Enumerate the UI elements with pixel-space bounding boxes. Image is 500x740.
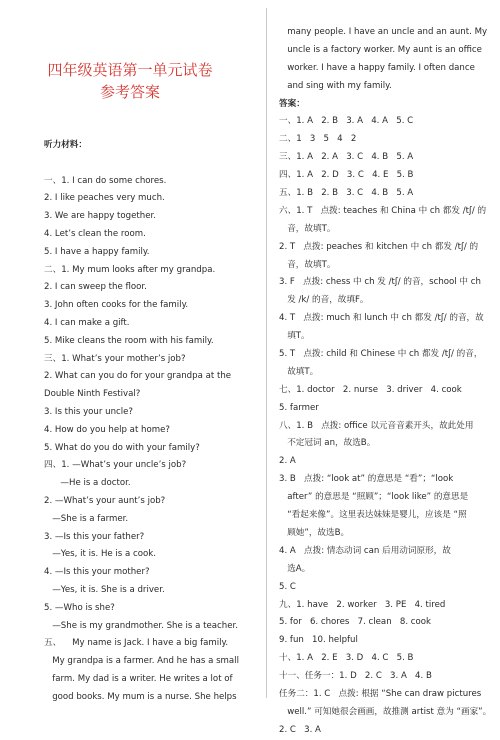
answer-line: 三、1. A 2. A 3. C 4. B 5. A [279, 152, 414, 163]
column-divider [266, 8, 267, 698]
answer-line: many people. I have an uncle and an aunt. My [279, 27, 488, 37]
answer-line: 5. for 6. chores 7. clean 8. cook [279, 617, 431, 628]
answer-line: 3. F 点拨: chess 中 ch 发 /tʃ/ 的音，school 中 ch [279, 277, 481, 288]
listening-material-line: 2. What can you do for your grandpa at the [44, 371, 232, 382]
answer-line: 二、1 3 5 4 2 [279, 134, 357, 145]
answer-line: 9. fun 10. helpful [279, 635, 358, 646]
listening-material-line: 4. Let’s clean the room. [44, 228, 146, 239]
answer-line: 一、1. A 2. B 3. A 4. A 5. C [279, 116, 414, 127]
listening-material-line: 4. How do you help at home? [44, 424, 170, 435]
answer-line: 不定冠词 an，故选B。 [279, 438, 376, 449]
answer-line: 5. farmer [279, 402, 319, 413]
answer-line: 音，故填T。 [279, 223, 336, 234]
listening-material-line: 5. Mike cleans the room with his family. [44, 335, 214, 346]
answer-line: 任务二：1. C 点拨: 根据 “She can draw pictures [279, 688, 482, 699]
answer-line: 顾她”，故选B。 [279, 527, 350, 538]
answer-line: 2. C 3. A [279, 724, 321, 735]
listening-material-line: 4. —Is this your mother? [44, 567, 150, 578]
answer-line: 5. T 点拨: child 和 Chinese 中 ch 都发 /tʃ/ 的音， [279, 349, 483, 360]
answer-line: 五、1. B 2. B 3. C 4. B 5. A [279, 188, 414, 199]
listening-material-line: 5. I have a happy family. [44, 246, 150, 257]
answer-line: 七、1. doctor 2. nurse 3. driver 4. cook [279, 384, 462, 395]
listening-material-line: —Yes, it is. She is a driver. [44, 584, 165, 595]
listening-material-line: —She is a farmer. [44, 513, 129, 524]
listening-material-line: 3. John often cooks for the family. [44, 300, 189, 311]
left-column-listening-material [44, 137, 256, 707]
listening-material-line: 3. —Is this your father? [44, 531, 145, 542]
answer-line: 4. T 点拨: much 和 lunch 中 ch 都发 /tʃ/ 的音，故 [279, 313, 484, 324]
answer-line: and sing with my family. [279, 80, 392, 91]
listening-material-line: 4. I can make a gift. [44, 317, 130, 328]
page-subtitle: 参考答案 [99, 83, 160, 101]
listening-material-line: 2. I like peaches very much. [44, 193, 165, 204]
listening-material-line: good books. My mum is a nurse. She helps [44, 691, 237, 702]
right-column-answers [279, 24, 492, 740]
answer-line: 5. C [279, 581, 296, 592]
listening-material-line: 3. Is this your uncle? [44, 406, 133, 417]
answer-line: 故填T。 [279, 366, 319, 377]
answer-line: 2. A [279, 456, 296, 467]
listening-material-line: 三、1. What’s your mother’s job? [44, 353, 186, 364]
listening-material-line: 3. We are happy together. [44, 211, 156, 222]
listening-material-line: 四、1. —What’s your uncle’s job? [44, 460, 187, 471]
answer-line: uncle is a factory worker. My aunt is an office [279, 44, 482, 55]
page-title: 四年级英语第一单元试卷 [47, 61, 213, 79]
answer-line: worker. I have a happy family. I often dance [279, 62, 475, 73]
answer-line: 4. A 点拨: 情态动词 can 后用动词原形，故 [279, 545, 451, 556]
answer-line: 选A。 [279, 563, 311, 574]
listening-material-line: My grandpa is a farmer. And he has a small [44, 656, 239, 667]
answer-line: 六、1. T 点拨: teaches 和 China 中 ch 都发 /tʃ/ 的 [279, 205, 487, 216]
answer-line: “看起来像”。这里表达妹妹是婴儿，应该是 “照 [279, 510, 467, 521]
answer-line: 2. T 点拨: peaches 和 kitchen 中 ch 都发 /tʃ/ 的 [279, 241, 479, 252]
listening-material-line: 5. What do you do with your family? [44, 442, 200, 453]
answer-line: 答案： [279, 98, 305, 109]
listening-material-line: 五、 My name is Jack. I have a big family. [44, 638, 229, 649]
listening-material-line: 5. —Who is she? [44, 602, 115, 613]
listening-material-line: 2. —What’s your aunt’s job? [44, 495, 166, 506]
listening-material-line: —She is my grandmother. She is a teacher. [44, 620, 238, 631]
listening-material-line: 2. I can sweep the floor. [44, 282, 147, 293]
answer-line: 九、1. have 2. worker 3. PE 4. tired [279, 599, 446, 610]
answer-line: 八、1. B 点拨: office 以元音音素开头，故此处用 [279, 420, 474, 431]
answer-line: 3. B 点拨: “look at” 的意思是 “看”；“look [279, 474, 454, 485]
listening-material-line: 一、1. I can do some chores. [44, 175, 167, 186]
answer-line: 音，故填T。 [279, 259, 336, 270]
listening-material-line: farm. My dad is a writer. He writes a lot of [44, 673, 233, 684]
answer-line: well.” 可知她很会画画，故推测 artist 意为 “画家”。 [279, 706, 492, 717]
answer-line: after” 的意思是 “照顾”；“look like” 的意思是 [279, 492, 469, 503]
listening-material-line: —Yes, it is. He is a cook. [44, 549, 156, 560]
answer-line: 发 /k/ 的音，故填F。 [279, 295, 369, 306]
listening-material-line: —He is a doctor. [44, 478, 131, 489]
answer-line: 四、1. A 2. D 3. C 4. E 5. B [279, 170, 414, 181]
answer-line: 填T。 [279, 331, 310, 342]
answer-line: 十、1. A 2. E 3. D 4. C 5. B [279, 653, 414, 664]
listening-material-line [44, 155, 256, 173]
answer-line: 十一、任务一：1. D 2. C 3. A 4. B [279, 671, 432, 682]
listening-material-line: 二、1. My mum looks after my grandpa. [44, 264, 216, 275]
listening-material-line: 听力材料： [44, 140, 87, 150]
listening-material-line: Double Ninth Festival? [44, 389, 141, 400]
